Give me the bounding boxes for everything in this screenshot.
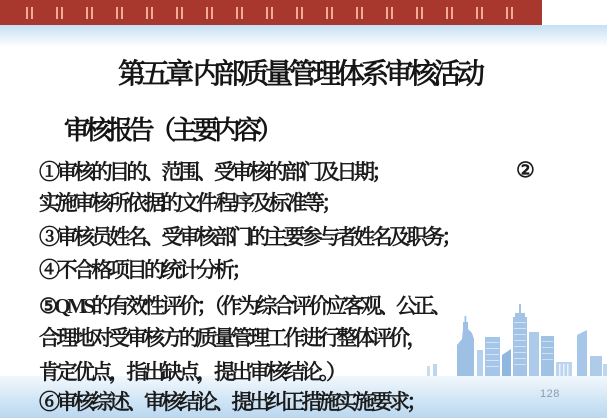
body-line-8: ⑥审核综述、审核结论、提出纠正措施实施要求； — [39, 390, 424, 414]
body-line-4: ④不合格项目的统计分析； — [39, 258, 249, 282]
body-line-1: ①审核的目的、范围、受审核的部门及日期； — [39, 160, 389, 184]
body-line-5: ⑤QMS的有效性评价；（作为综合评价应客观、公正、 — [39, 294, 449, 318]
section-heading: 审核报告（主要内容） — [64, 116, 280, 145]
top-right-corner-block — [542, 0, 607, 25]
body-line-6: 合理地对受审核方的质量管理工作进行整体评价， — [39, 326, 424, 350]
decorative-top-bar — [0, 0, 542, 25]
top-bar-dash-pattern — [6, 7, 536, 19]
body-line-2: 实施审核所依据的文件/程序及标准等； — [39, 191, 339, 215]
slide-title: 第五章 内部质量管理体系审核活动 — [118, 59, 482, 90]
item-2-marker: ② — [516, 158, 535, 182]
page-number: 128 — [540, 388, 560, 400]
city-skyline-icon — [425, 304, 607, 376]
body-line-7: 肯定优点，指出缺点，提出审核结论。） — [39, 360, 344, 384]
body-line-3: ③审核员姓名、受审核部门的主要参与者姓名及职务； — [39, 225, 459, 249]
